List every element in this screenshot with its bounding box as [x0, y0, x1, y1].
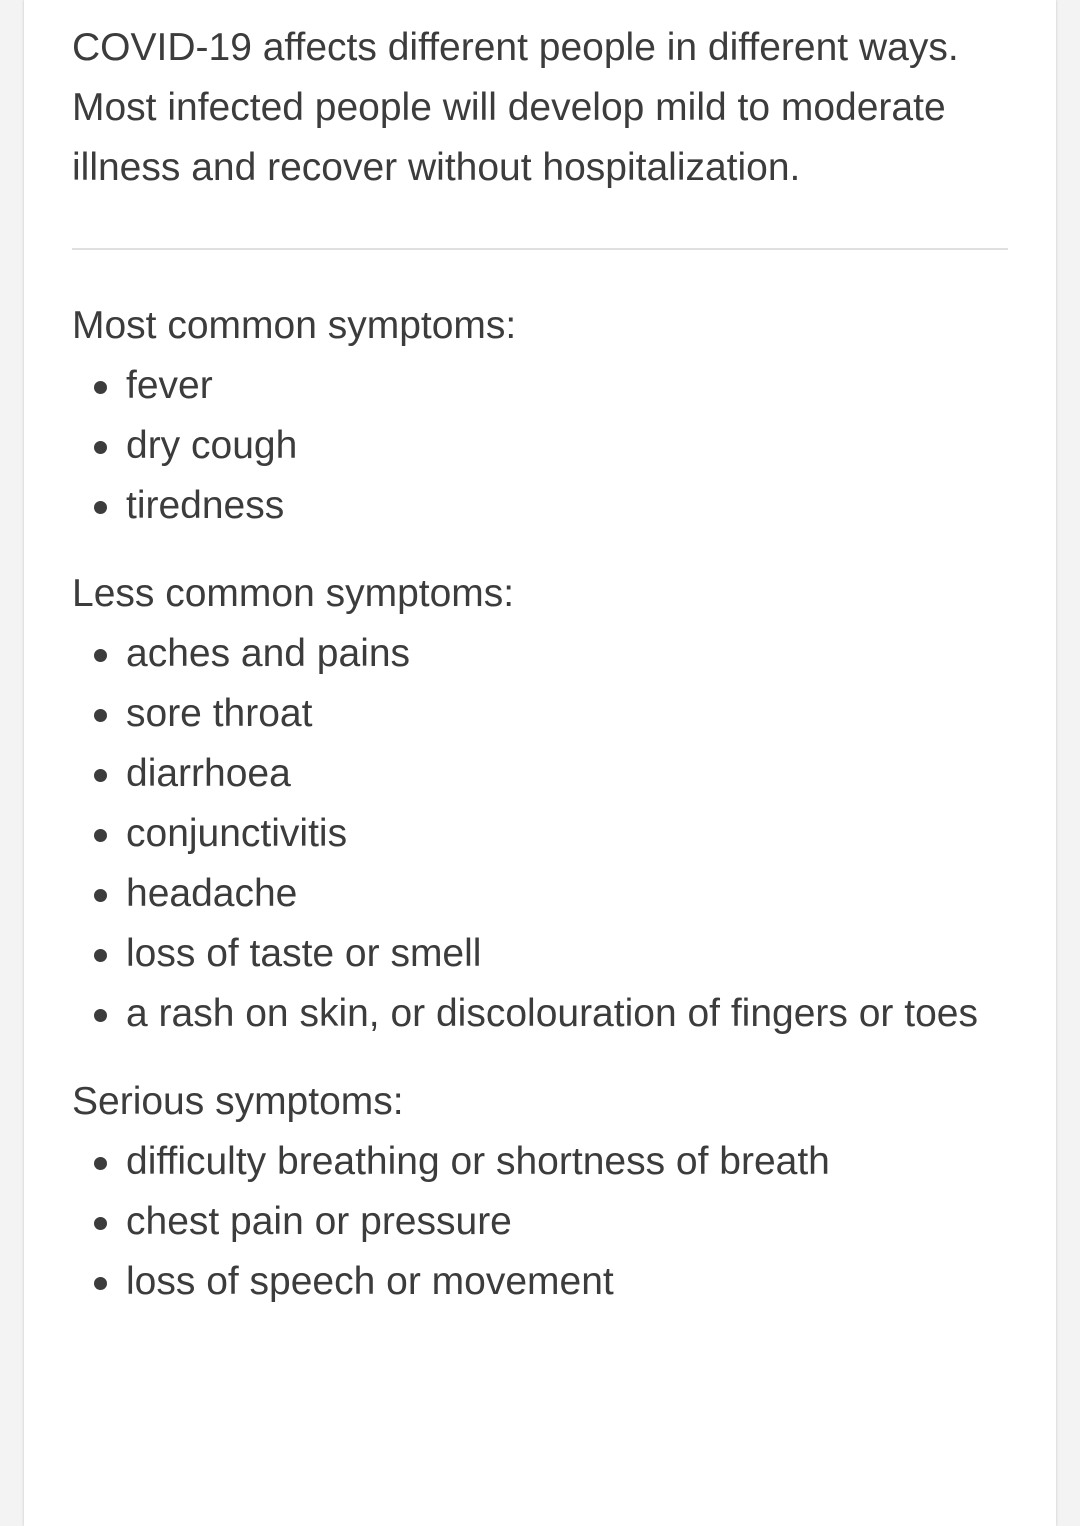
list-item — [72, 624, 1008, 684]
section-less-common — [72, 564, 1008, 1044]
bullet-icon — [94, 709, 107, 722]
list-item-text: headache — [126, 872, 298, 915]
list-item — [72, 684, 1008, 744]
list-item — [72, 416, 1008, 476]
list-item-text: sore throat — [126, 692, 313, 735]
list-item — [72, 984, 1008, 1044]
section-heading: Most common symptoms: — [72, 304, 517, 347]
bullet-icon — [94, 1157, 107, 1170]
bullet-icon — [94, 1277, 107, 1290]
symptom-list — [72, 624, 1008, 1044]
list-item-text: loss of taste or smell — [126, 932, 482, 975]
list-item — [72, 924, 1008, 984]
section-serious — [72, 1072, 1008, 1312]
bullet-icon — [94, 1217, 107, 1230]
section-most-common — [72, 296, 1008, 536]
bullet-icon — [94, 441, 107, 454]
list-item-text: loss of speech or movement — [126, 1260, 614, 1303]
bullet-icon — [94, 769, 107, 782]
list-item-text: diarrhoea — [126, 752, 291, 795]
content-card — [24, 0, 1056, 1526]
list-item — [72, 864, 1008, 924]
section-heading: Less common symptoms: — [72, 572, 515, 615]
section-heading: Serious symptoms: — [72, 1080, 404, 1123]
list-item-text: conjunctivitis — [126, 812, 348, 855]
list-item-text: aches and pains — [126, 632, 411, 675]
symptom-list — [72, 356, 1008, 536]
bullet-icon — [94, 949, 107, 962]
bullet-icon — [94, 381, 107, 394]
list-item-text: a rash on skin, or discolouration of fingers or toes — [126, 992, 978, 1035]
bullet-icon — [94, 1009, 107, 1022]
list-item — [72, 1252, 1008, 1312]
symptom-list — [72, 1132, 1008, 1312]
list-item-text: difficulty breathing or shortness of breath — [126, 1140, 830, 1183]
divider — [72, 248, 1008, 250]
list-item — [72, 804, 1008, 864]
list-item — [72, 476, 1008, 536]
list-item-text: tiredness — [126, 484, 285, 527]
list-item-text: chest pain or pressure — [126, 1200, 512, 1243]
list-item — [72, 744, 1008, 804]
list-item — [72, 1132, 1008, 1192]
bullet-icon — [94, 889, 107, 902]
list-item — [72, 1192, 1008, 1252]
list-item-text: fever — [126, 364, 213, 407]
intro-paragraph: COVID-19 affects different people in different ways. Most infected people will develop mild to moderate illness and recover without hospitalization. — [72, 26, 959, 189]
bullet-icon — [94, 501, 107, 514]
bullet-icon — [94, 829, 107, 842]
list-item-text: dry cough — [126, 424, 298, 467]
bullet-icon — [94, 649, 107, 662]
list-item — [72, 356, 1008, 416]
